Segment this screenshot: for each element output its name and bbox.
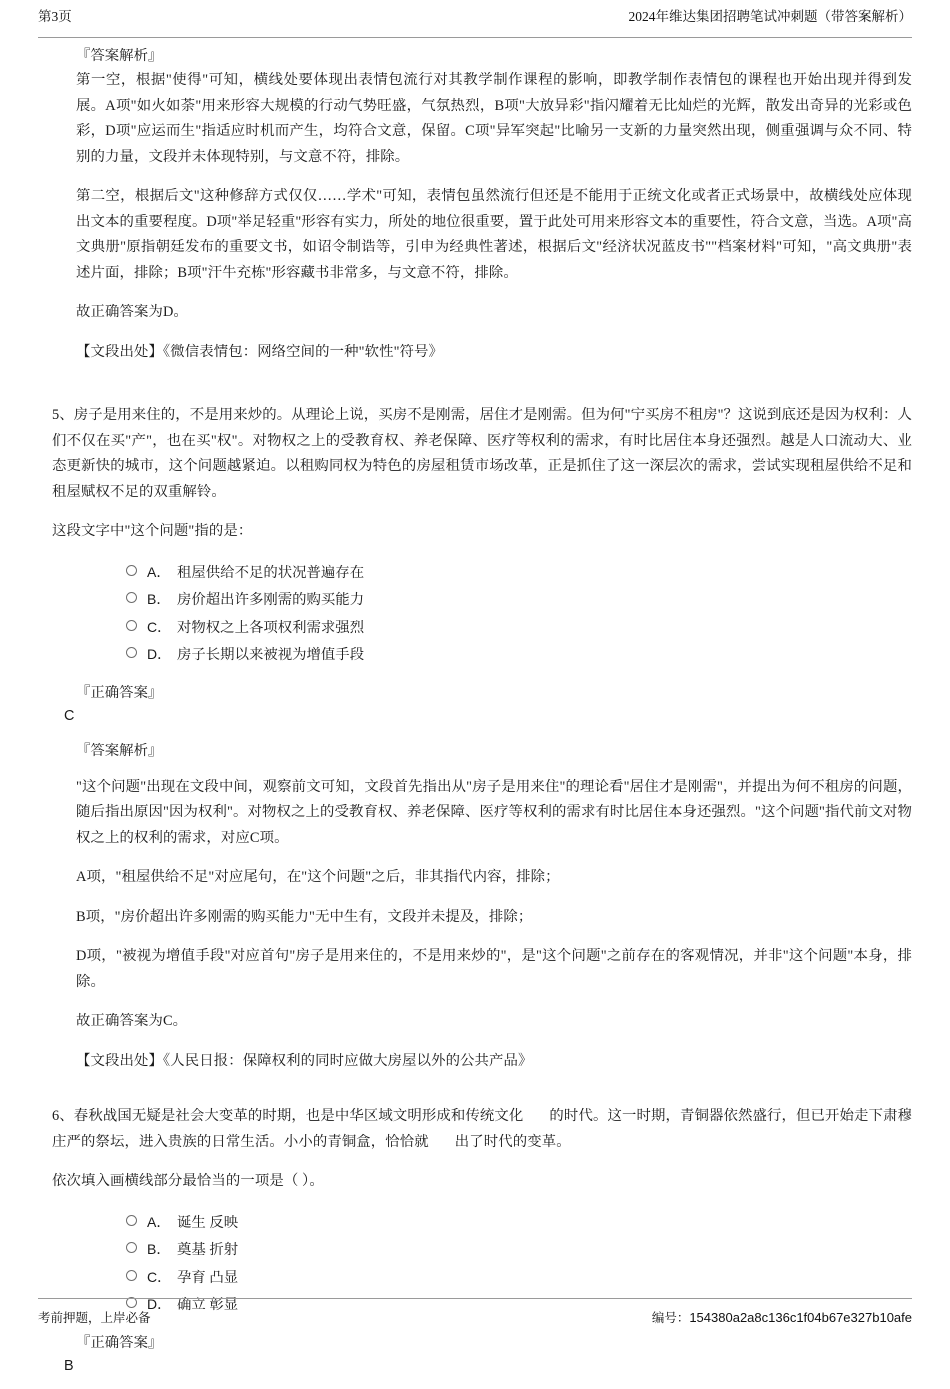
q4-source	[38, 340, 912, 366]
q5-option-c-text: 对物权之上各项权利需求强烈	[177, 619, 365, 636]
q6-option-c[interactable]	[38, 1264, 912, 1292]
q6-stem-part-2: 的时代。这一时期，青铜器依然盛行，但已开始走下肃穆庄严的祭坛，进入贵族的日常生活。小小的青铜盒，恰恰就	[52, 1108, 912, 1150]
radio-icon[interactable]	[126, 620, 137, 631]
q5-analysis-para-b: B项，"房价超出许多刚需的购买能力"无中生有，文段并未提及，排除；	[76, 908, 533, 925]
radio-icon[interactable]	[126, 1242, 137, 1253]
q4-analysis-conclusion: 故正确答案为D。	[76, 304, 188, 320]
document-title: 2024年维达集团招聘笔试冲刺题（带答案解析）	[628, 9, 912, 24]
q5-analysis-para-1: "这个问题"出现在文段中间，观察前文可知，文段首先指出从"房子是用来住"的理论看"居住才是刚需"，并提出为何不租房的问题，随后指出原因"因为权利"。对物权之上的受教育权、养老保障、医疗等权利的需求有时比居住本身还强烈。"这个问题"指代前文对物权之上的权利的需求，对应C项。	[76, 778, 912, 846]
q6-option-b-text: 奠基 折射	[177, 1242, 239, 1258]
footer-serial	[652, 1309, 912, 1327]
q6-option-d-text: 确立 彰显	[177, 1297, 239, 1313]
footer-slogan: 考前押题，上岸必备	[38, 1311, 151, 1325]
q5-source-text: 《人民日报：保障权利的同时应做大房屋以外的公共产品》	[162, 1052, 533, 1069]
q5-option-a-text: 租屋供给不足的状况普遍存在	[177, 564, 365, 581]
q5-option-d[interactable]	[38, 641, 912, 669]
q5-analysis-para-d: D项，"被视为增值手段"对应首句"房子是用来住的，不是用来炒的"，是"这个问题"之前存在的客观情况，并非"这个问题"本身，排除。	[76, 948, 912, 990]
q5-analysis-conclusion: 故正确答案为C。	[76, 1013, 188, 1029]
q5-option-b-text: 房价超出许多刚需的购买能力	[177, 592, 365, 608]
q6-option-b-letter: B．	[147, 1241, 171, 1257]
footer-serial-label: 编号：	[651, 1311, 690, 1325]
q5-option-d-text: 房子长期以来被视为增值手段	[177, 647, 365, 663]
q6-prompt: 依次填入画横线部分最恰当的一项是（ ）。	[52, 1173, 324, 1189]
radio-icon[interactable]	[126, 592, 137, 603]
q5-source-label: 【文段出处】	[76, 1052, 163, 1069]
page-footer	[38, 1298, 912, 1327]
radio-icon[interactable]	[126, 565, 137, 576]
q5-options	[38, 559, 912, 669]
q4-source-text: 《微信表情包：网络空间的一种"软性"符号》	[162, 343, 444, 360]
q5-option-b-letter: B．	[147, 591, 171, 607]
q5-analysis-para-a: A项，"租屋供给不足"对应尾句，在"这个问题"之后，非其指代内容，排除；	[76, 869, 560, 885]
q5-prompt: 这段文字中"这个问题"指的是：	[52, 523, 253, 539]
q5-option-c[interactable]	[38, 614, 912, 642]
q5-option-c-letter: C．	[147, 618, 172, 635]
q6-stem-part-3: 出了时代的变革。	[454, 1133, 571, 1150]
q6-option-c-letter: C．	[147, 1268, 172, 1285]
q5-option-a[interactable]	[38, 559, 912, 587]
q6-option-c-text: 孕育 凸显	[177, 1269, 239, 1286]
q6-correct-answer-heading: 『正确答案』	[76, 1334, 163, 1351]
q5-option-a-letter: A．	[147, 563, 171, 580]
q6-correct-answer-value: B	[64, 1357, 74, 1374]
document-body	[38, 44, 912, 1389]
q5-analysis-heading: 『答案解析』	[76, 742, 163, 759]
q6-option-a-letter: A．	[147, 1213, 171, 1230]
q6-stem-part-1: 6、春秋战国无疑是社会大变革的时期，也是中华区域文明形成和传统文化	[52, 1108, 524, 1124]
radio-icon[interactable]	[126, 1270, 137, 1281]
footer-serial-value: 154380a2a8c136c1f04b67e327b10afe	[689, 1310, 912, 1325]
q5-option-b[interactable]	[38, 586, 912, 614]
q6-option-a-text: 诞生 反映	[177, 1214, 239, 1231]
q5-source	[38, 1049, 912, 1075]
q4-analysis-heading: 『答案解析』	[76, 48, 163, 64]
q5-correct-answer-value: C	[64, 707, 75, 724]
q4-analysis-para-2: 第二空，根据后文"这种修辞方式仅仅……学术"可知，表情包虽然流行但还是不能用于正统文化或者正式场景中，故横线处应体现出文本的重要程度。D项"举足轻重"形容有实力，所处的地位很重要，置于此处可用来形容文本的重要性，符合文意，当选。A项"高文典册"原指朝廷发布的重要文书，如诏令制诰等，引申为经典性著述，根据后文"经济状况蓝皮书""档案材料"可知，"高文典册"表述片面，排除；B项"汗牛充栋"形容藏书非常多，与文意不符，排除。	[76, 188, 912, 281]
q5-option-d-letter: D．	[147, 646, 172, 662]
radio-icon[interactable]	[126, 647, 137, 658]
q4-source-label: 【文段出处】	[76, 343, 163, 360]
q4-analysis-para-1: 第一空，根据"使得"可知，横线处要体现出表情包流行对其教学制作课程的影响，即教学制作表情包的课程也开始出现并得到发展。A项"如火如荼"用来形容大规模的行动气势旺盛，气氛热烈，B项"大放异彩"指闪耀着无比灿烂的光辉，散发出奇异的光彩或色彩，D项"应运而生"指适应时机而产生，均符合文意，保留。C项"异军突起"比喻另一支新的力量突然出现，侧重强调与众不同、特别的力量，文段并未体现特别，与文意不符，排除。	[76, 72, 912, 165]
radio-icon[interactable]	[126, 1215, 137, 1226]
q6-option-a[interactable]	[38, 1209, 912, 1237]
page-number-label: 第3页	[38, 9, 72, 24]
q5-stem: 5、房子是用来住的，不是用来炒的。从理论上说，买房不是刚需，居住才是刚需。但为何"宁买房不租房"？这说到底还是因为权利：人们不仅在买"产"，也在买"权"。对物权之上的受教育权、养老保障、医疗等权利的需求，有时比居住本身还强烈。越是人口流动大、业态更新快的城市，这个问题越紧迫。以租购同权为特色的房屋租赁市场改革，正是抓住了这一深层次的需求，尝试实现租屋供给不足和租屋赋权不足的双重解铃。	[52, 407, 912, 500]
q6-stem	[38, 1104, 912, 1155]
q5-correct-answer-heading: 『正确答案』	[76, 684, 163, 701]
q6-option-d-letter: D．	[147, 1296, 172, 1312]
q6-option-b[interactable]	[38, 1236, 912, 1264]
page-header	[38, 8, 912, 38]
